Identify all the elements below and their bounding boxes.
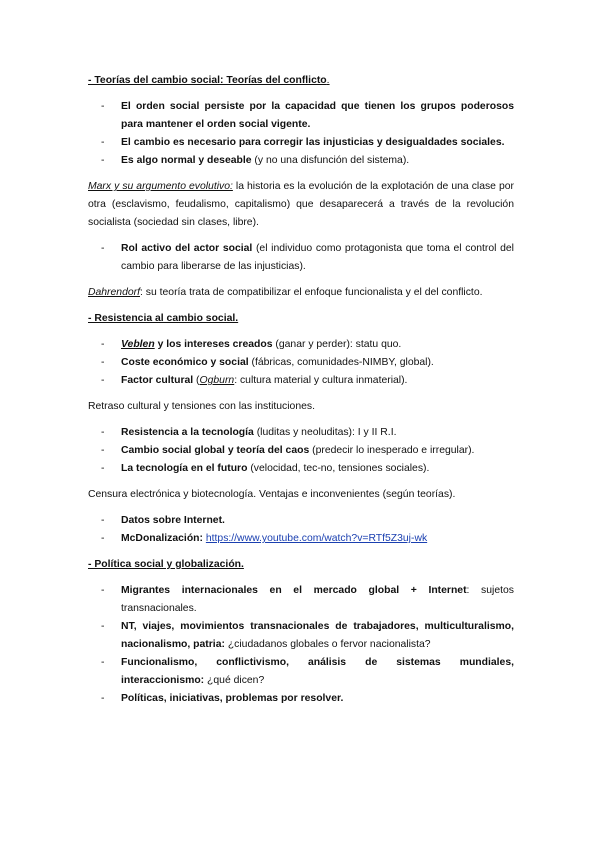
list-item: - Funcionalismo, conflictivismo, análisis de sistemas mundiales, interaccionismo: ¿qué dicen?	[88, 654, 514, 690]
technology-bullets	[88, 424, 514, 478]
resistance-bullets	[88, 336, 514, 390]
list-item: - La tecnología en el futuro (velocidad, tec-no, tensiones sociales).	[88, 460, 514, 478]
globalization-bullets	[88, 582, 514, 708]
list-item: - Cambio social global y teoría del caos (predecir lo inesperado e irregular).	[88, 442, 514, 460]
rol-bullets	[88, 240, 514, 276]
section-heading-globalization: - Política social y globalización.	[88, 559, 244, 570]
list-item: - Rol activo del actor social (el individuo como protagonista que toma el control del cambio para liberarse de las injusticias).	[88, 240, 514, 276]
section-heading-conflict: - Teorías del cambio social: Teorías del conflicto.	[88, 75, 330, 86]
list-item: - Es algo normal y deseable (y no una disfunción del sistema).	[88, 152, 514, 170]
heading-text: - Teorías del cambio social: Teorías del conflicto	[88, 75, 327, 86]
list-item: - Datos sobre Internet.	[88, 512, 514, 530]
list-item: - Veblen y los intereses creados (ganar y perder): statu quo.	[88, 336, 514, 354]
dahrendorf-paragraph: Dahrendorf: su teoría trata de compatibilizar el enfoque funcionalista y el del conflicto.	[88, 287, 483, 298]
marx-paragraph: Marx y su argumento evolutivo: la historia es la evolución de la explotación de una clase por otra (esclavismo, feudalismo, capitalismo) que desaparecerá a través de la revolución socialista (sociedad sin clases, libre).	[88, 181, 514, 228]
document-page	[88, 72, 514, 716]
youtube-link[interactable]: https://www.youtube.com/watch?v=RTf5Z3uj-wk	[205, 533, 428, 544]
list-item: - El cambio es necesario para corregir las injusticias y desigualdades sociales.	[88, 134, 514, 152]
list-item: - McDonalización: https://www.youtube.com/watch?v=RTf5Z3uj-wk	[88, 530, 514, 548]
internet-bullets	[88, 512, 514, 548]
list-item: - Coste económico y social (fábricas, comunidades-NIMBY, global).	[88, 354, 514, 372]
list-item: - NT, viajes, movimientos transnacionales de trabajadores, multiculturalismo, nacionalismo, patria: ¿ciudadanos globales o fervor nacionalista?	[88, 618, 514, 654]
censura-paragraph: Censura electrónica y biotecnología. Ventajas e inconvenientes (según teorías).	[88, 489, 456, 500]
section-heading-resistance: - Resistencia al cambio social.	[88, 313, 239, 324]
list-item: - Resistencia a la tecnología (luditas y neoluditas): I y II R.I.	[88, 424, 514, 442]
list-item: - Políticas, iniciativas, problemas por resolver.	[88, 690, 514, 708]
list-item: - Factor cultural (Ogburn: cultura material y cultura inmaterial).	[88, 372, 514, 390]
list-item: - El orden social persiste por la capacidad que tienen los grupos poderosos para mantener el orden social vigente.	[88, 98, 514, 134]
list-item: - Migrantes internacionales en el mercado global + Internet: sujetos transnacionales.	[88, 582, 514, 618]
retraso-paragraph: Retraso cultural y tensiones con las instituciones.	[88, 401, 315, 412]
conflict-bullets	[88, 98, 514, 170]
